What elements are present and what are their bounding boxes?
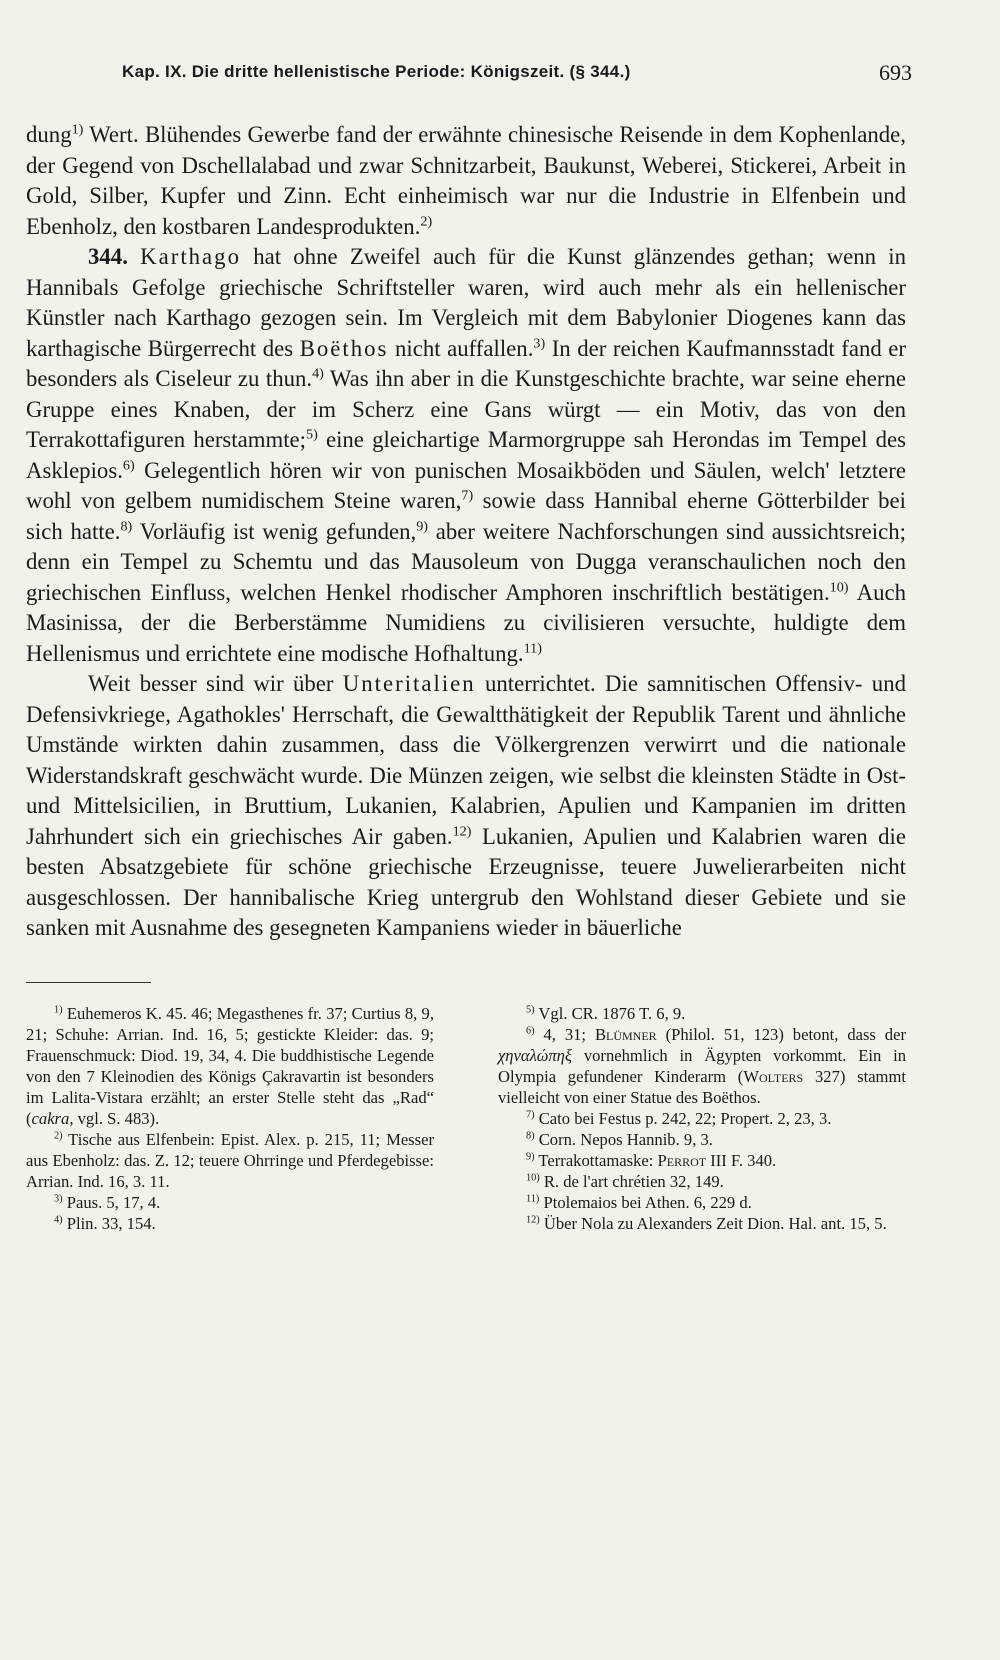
text-run: aber weitere Nachforschungen sind aussichtsreich; denn ein Tempel zu Schemtu und das Mausoleum von Dugga veranschaulichen noch den griechischen Einfluss, welchen Henkel rhodischer Amphoren inschriftlich bestätigen. xyxy=(26,518,906,605)
footnotes xyxy=(26,1003,906,1234)
footnotes-right-column xyxy=(498,1003,906,1234)
footnote-ref[interactable]: 12) xyxy=(452,822,472,839)
footnote-7: $^{7)}$ Cato bei Festus p. 242, 22; Propert. 2, 23, 3. xyxy=(526,1108,832,1128)
footnote-ref[interactable]: 3) xyxy=(533,334,546,351)
running-header xyxy=(26,58,912,98)
footnotes-left-column xyxy=(26,1003,434,1234)
footnote-ref[interactable]: 6) xyxy=(122,456,135,473)
footnote-ref[interactable]: 1) xyxy=(71,121,84,138)
footnote-ref[interactable]: 2) xyxy=(420,212,433,229)
text-run: Was ihn aber in die Kunstgeschichte brachte, war seine eherne Gruppe eines Knaben, der im Scherz eine Gans würgt — ein Motiv, das von den Terrakottafiguren herstammte; xyxy=(26,366,906,452)
footnote-ref[interactable]: 8) xyxy=(120,517,133,534)
text-run: unterrichtet. Die samnitischen Offensiv- und Defensivkriege, Agathokles' Herrschaft, die Gewaltthätigkeit der Republik Tarent und ähnliche Umstände wirkten dahin zusammen, dass die Völkergrenzen verwirrt und die nationale Widerstandskraft geschwächt wurde. Die Münzen zeigen, wie selbst die kleinsten Städte in Ost- und Mittelsicilien, in Bruttium, Lukanien, Kalabrien, Apulien und Kampanien im dritten Jahrhundert sich ein griechisches Air gaben. xyxy=(26,671,906,849)
footnote-ref[interactable]: 9) xyxy=(416,517,429,534)
footnote-4: $^{4)}$ Plin. 33, 154. xyxy=(54,1213,156,1233)
footnote-8: $^{8)}$ Corn. Nepos Hannib. 9, 3. xyxy=(526,1129,713,1149)
footnote-10: $^{10)}$ R. de l'art chrétien 32, 149. xyxy=(526,1171,724,1191)
footnote-ref[interactable]: 4) xyxy=(312,365,324,382)
page xyxy=(26,58,912,1234)
footnote-ref[interactable]: 7) xyxy=(461,487,474,504)
text-run: Auch Masinissa, der die Berberstämme Numidiens zu civilisieren versuchte, huldigte dem Hellenismus und errichtete eine modische Hofhaltung. xyxy=(26,579,906,666)
main-text xyxy=(26,120,906,944)
text-run: eine gleichartige Marmorgruppe sah Herondas im Tempel des Asklepios. xyxy=(26,427,906,483)
paragraph-344 xyxy=(26,242,906,669)
footnote-ref[interactable]: 10) xyxy=(829,578,849,595)
paragraph-1 xyxy=(26,120,906,242)
footnote-2: $^{2)}$ Tische aus Elfenbein: Epist. Alex. p. 215, 11; Messer aus Ebenholz: das. Z. 12; teuere Ohrringe und Pferdegebisse: Arrian. Ind. 16, 3. 11. xyxy=(26,1129,434,1191)
footnote-3: $^{3)}$ Paus. 5, 17, 4. xyxy=(54,1192,161,1212)
footnote-6: $^{6)}$ 4, 31; Blümner (Philol. 51, 123) betont, dass der χηναλώπηξ vornehmlich in Ägypten vorkommt. Ein in Olympia gefundener Kinderarm (Wolters 327) stammt vielleicht von einer Statue des Boëthos. xyxy=(498,1024,906,1107)
text-run: dung xyxy=(26,122,72,147)
text-run: hat ohne Zweifel auch für die Kunst glänzendes gethan; wenn in Hannibals Gefolge griechische Schriftsteller waren, wird auch mehr als ein hellenischer Künstler nach Karthago gezogen sein. Im Vergleich mit dem Babylonier Diogenes kann das karthagische Bürgerrecht des xyxy=(26,244,906,361)
page-number: 693 xyxy=(879,60,912,85)
text-run: nicht auffallen. xyxy=(388,335,534,361)
text-run: Weit besser sind wir über xyxy=(88,671,343,696)
text-run: In der reichen Kaufmannsstadt fand er besonders als Ciseleur zu thun. xyxy=(26,335,906,391)
footnote-5: $^{5)}$ Vgl. CR. 1876 T. 6, 9. xyxy=(526,1003,686,1023)
text-run: Wert. Blühendes Gewerbe fand der erwähnte chinesische Reisende in dem Kophenlande, der Gegend von Dschellalabad und zwar Schnitzarbeit, Baukunst, Weberei, Stickerei, Arbeit in Gold, Silber, Kupfer und Zinn. Echt einheimisch war nur die Industrie in Elfenbein und Ebenholz, den kostbaren Landesprodukten. xyxy=(26,122,906,239)
paragraph-unteritalien xyxy=(26,669,906,944)
section-number: 344. xyxy=(88,244,128,269)
text-run: sowie dass Hannibal eherne Götterbilder bei sich hatte. xyxy=(26,488,906,544)
spaced-term: Unteritalien xyxy=(342,671,476,696)
footnote-1: $^{1)}$ Euhemeros K. 45. 46; Megasthenes fr. 37; Curtius 8, 9, 21; Schuhe: Arrian. Ind. 16, 5; gestickte Kleider: das. 9; Frauenschmuck: Diod. 19, 34, 4. Die buddhistische Legende von den 7 Kleinodien des Königs Çakravartin ist besonders im Lalita-Vistara erzählt; an erster Stelle steht das „Rad“ (cakra, vgl. S. 483). xyxy=(26,1003,434,1128)
footnote-ref[interactable]: 11) xyxy=(523,639,542,656)
footnote-ref[interactable]: 5) xyxy=(306,426,318,443)
header-title: Kap. IX. Die dritte hellenistische Periode: Königszeit. (§ 344.) xyxy=(122,62,631,81)
footnote-divider xyxy=(26,982,151,983)
spaced-term: Karthago xyxy=(140,244,241,269)
footnote-12: $^{12)}$ Über Nola zu Alexanders Zeit Dion. Hal. ant. 15, 5. xyxy=(526,1213,887,1233)
text-run: Gelegentlich hören wir von punischen Mosaikböden und Säulen, welch' letztere wohl von gelbem numidischem Steine waren, xyxy=(26,457,906,513)
footnote-9: $^{9)}$ Terrakottamaske: Perrot III F. 340. xyxy=(526,1150,777,1170)
text-run: Vorläufig ist wenig gefunden, xyxy=(132,518,417,544)
spaced-term: Boëthos xyxy=(299,335,389,361)
footnote-11: $^{11)}$ Ptolemaios bei Athen. 6, 229 d. xyxy=(526,1192,752,1212)
text-run: Lukanien, Apulien und Kalabrien waren die besten Absatzgebiete für schöne griechische Erzeugnisse, teuere Juwelierarbeiten nicht ausgeschlossen. Der hannibalische Krieg untergrub den Wohlstand dieser Gebiete und sie sanken mit Ausnahme des gesegneten Kampaniens wieder in bäuerliche xyxy=(26,823,907,940)
